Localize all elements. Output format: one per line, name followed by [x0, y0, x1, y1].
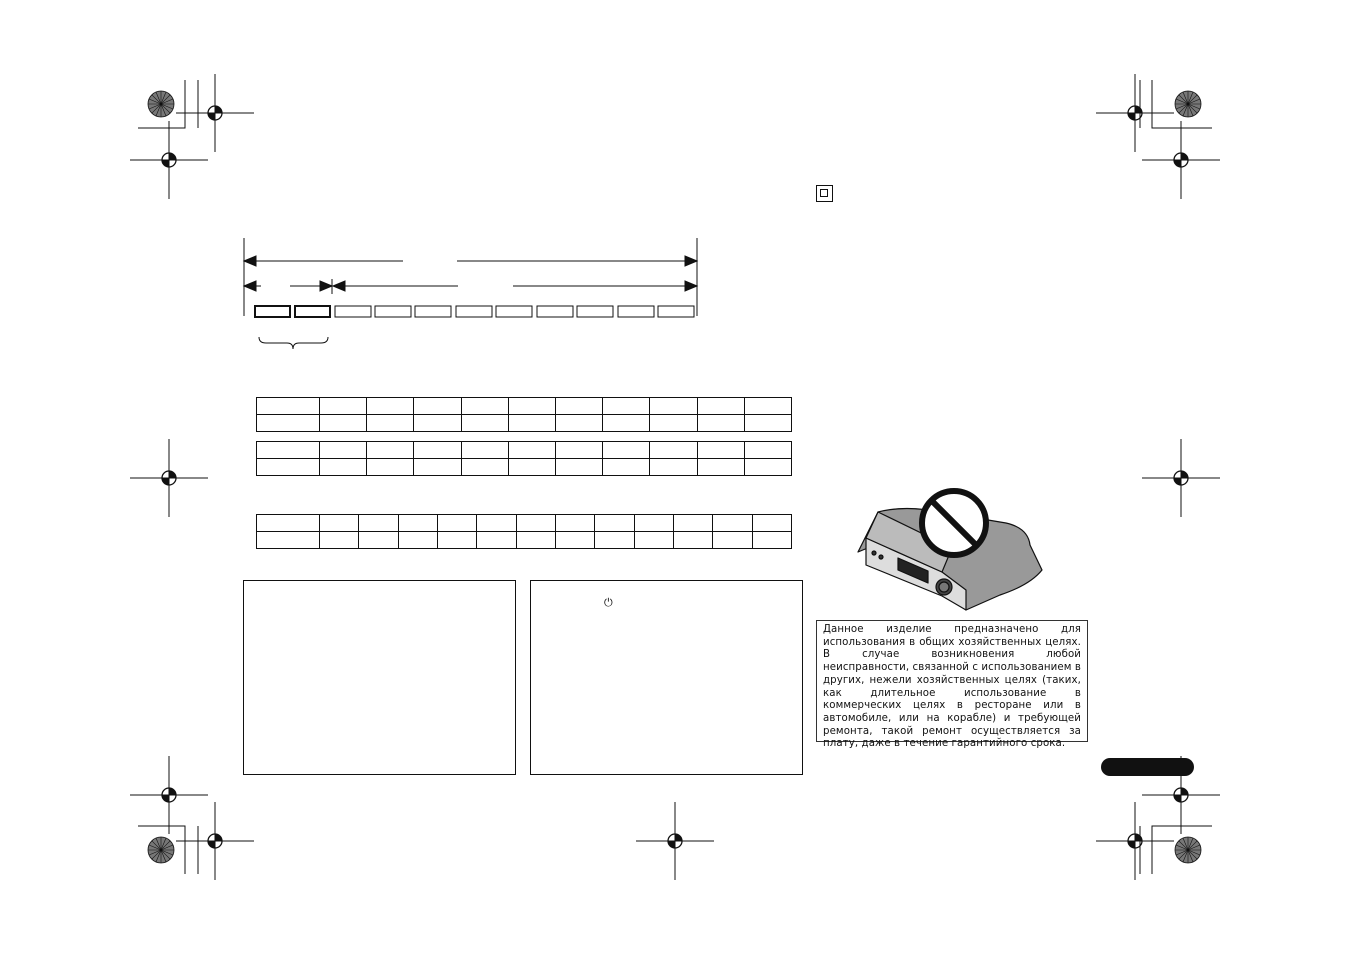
power-icon: ⏻ [604, 596, 613, 609]
page-number-pill [1101, 758, 1194, 776]
no-cover-prohibition-icon [922, 491, 986, 555]
usage-notice: Данное изделие предназначено для использования в общих хозяйственных целях. В случае возникновения любой неисправности, связанной с использованием в других, нежели хозяйственных целях (таких, как длительное использование в коммерческих целях в ресторане или в автомобиле, или на корабле) и требующей ремонта, такой ремонт осуществляется за плату, даже в течение гарантийного срока. [816, 620, 1088, 742]
